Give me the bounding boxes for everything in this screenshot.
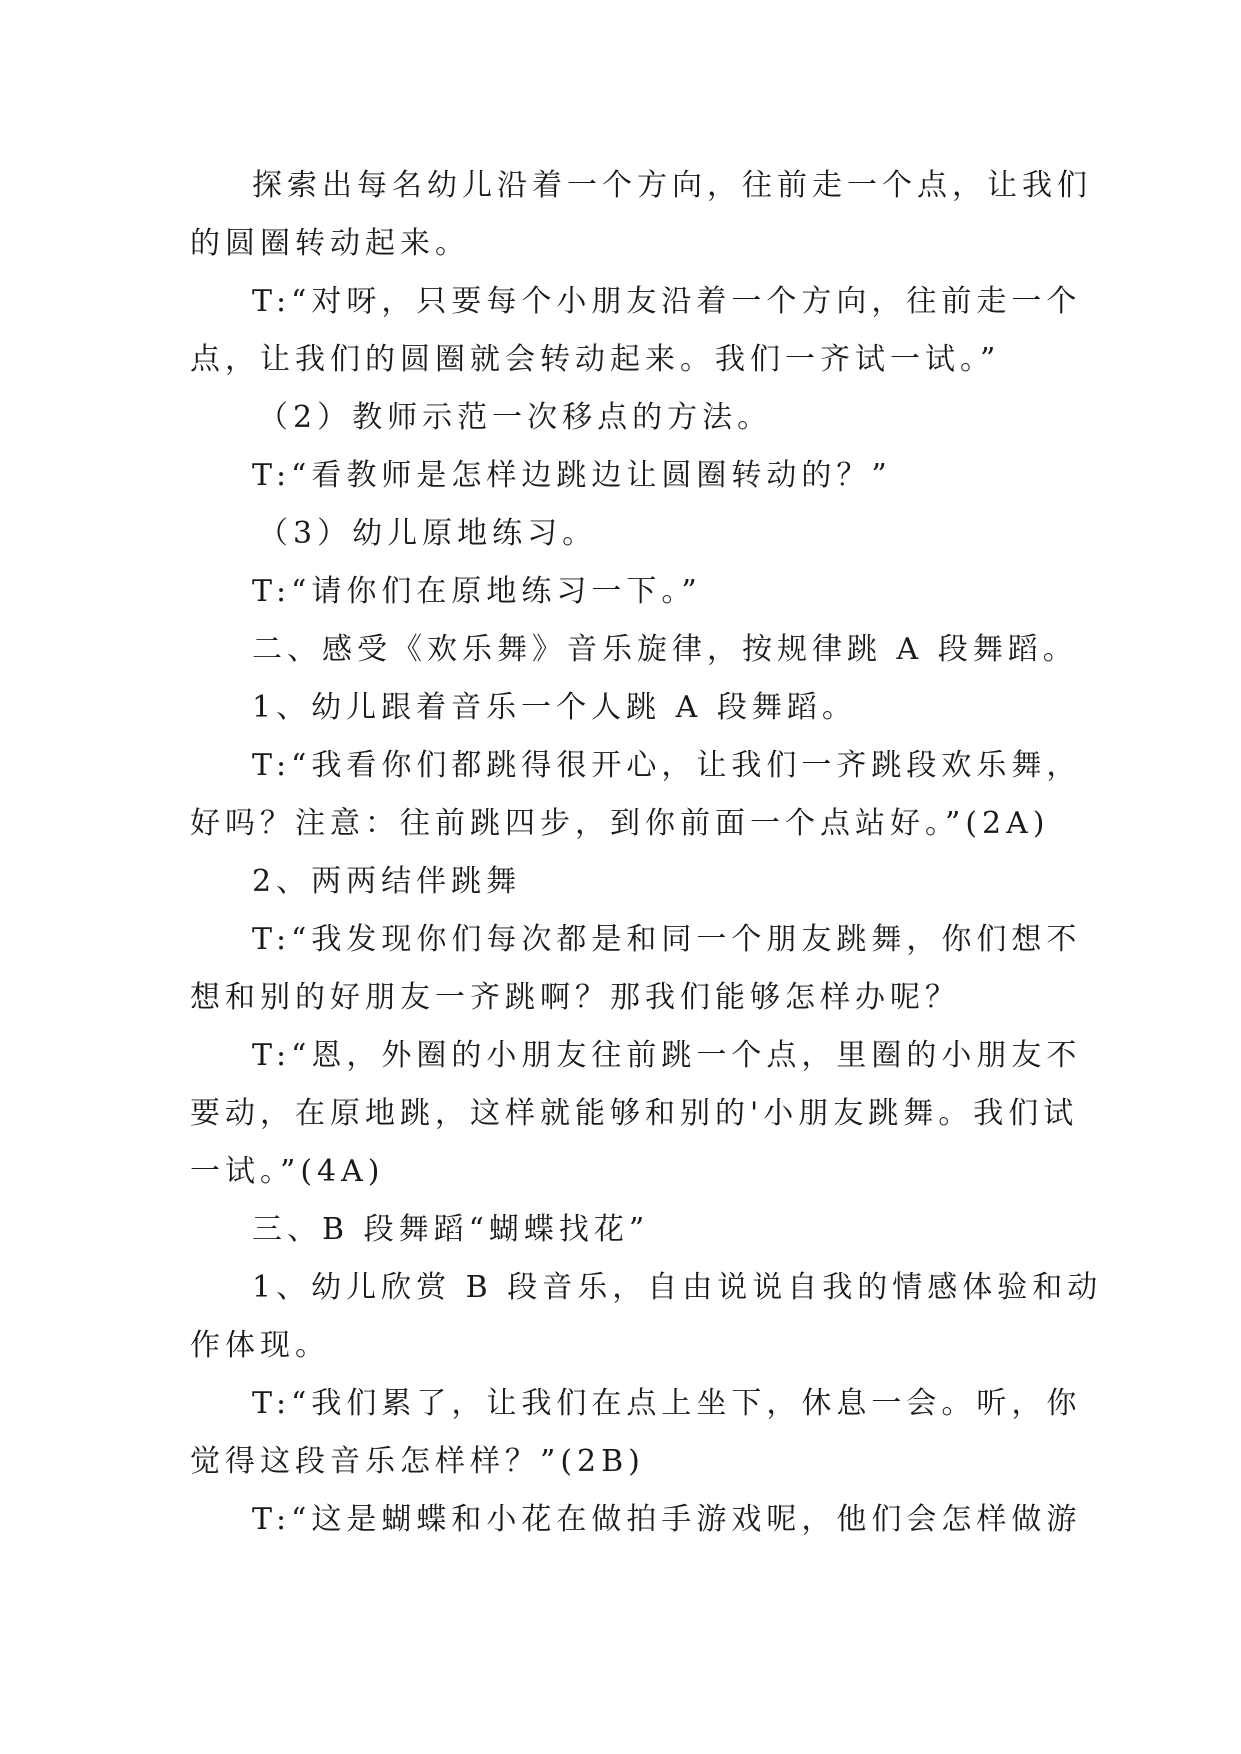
paragraph-line: T:“我看你们都跳得很开心，让我们一齐跳段欢乐舞， [252, 748, 1082, 783]
paragraph-line: （2）教师示范一次移点的方法。 [258, 400, 773, 435]
paragraph-line: T:“恩，外圈的小朋友往前跳一个点，里圈的小朋友不 [252, 1038, 1082, 1073]
paragraph-line: 点，让我们的圆圈就会转动起来。我们一齐试一试。” [190, 342, 1001, 377]
paragraph-line: 好吗？注意：往前跳四步，到你前面一个点站好。”(2A) [190, 806, 1050, 841]
paragraph-line: 要动，在原地跳，这样就能够和别的'小朋友跳舞。我们试 [190, 1096, 1079, 1131]
paragraph-line: （3）幼儿原地练习。 [258, 516, 598, 551]
paragraph-line: T:“我发现你们每次都是和同一个朋友跳舞，你们想不 [252, 922, 1082, 957]
paragraph-line: 1、幼儿欣赏 B 段音乐，自由说说自我的情感体验和动 [252, 1270, 1103, 1305]
paragraph-line: 2、两两结伴跳舞 [252, 864, 522, 899]
paragraph-line: 觉得这段音乐怎样样？”(2B) [190, 1444, 645, 1479]
paragraph-line: T:“我们累了，让我们在点上坐下，休息一会。听，你 [252, 1386, 1082, 1421]
paragraph-line: 作体现。 [190, 1328, 330, 1363]
paragraph-line: T:“看教师是怎样边跳边让圆圈转动的？” [252, 458, 892, 493]
paragraph-line: T:“对呀，只要每个小朋友沿着一个方向，往前走一个 [252, 284, 1082, 319]
paragraph-line: T:“这是蝴蝶和小花在做拍手游戏呢，他们会怎样做游 [252, 1502, 1082, 1537]
paragraph-line: 想和别的好朋友一齐跳啊？那我们能够怎样办呢？ [190, 980, 960, 1015]
section-heading: 三、B 段舞蹈“蝴蝶找花” [252, 1212, 650, 1247]
paragraph-line: 一试。”(4A) [190, 1154, 385, 1189]
paragraph-line: 探索出每名幼儿沿着一个方向，往前走一个点，让我们 [252, 168, 1092, 203]
section-heading: 二、感受《欢乐舞》音乐旋律，按规律跳 A 段舞蹈。 [252, 632, 1078, 667]
paragraph-line: 1、幼儿跟着音乐一个人跳 A 段舞蹈。 [252, 690, 857, 725]
paragraph-line: T:“请你们在原地练习一下。” [252, 574, 702, 609]
paragraph-line: 的圆圈转动起来。 [190, 226, 470, 261]
